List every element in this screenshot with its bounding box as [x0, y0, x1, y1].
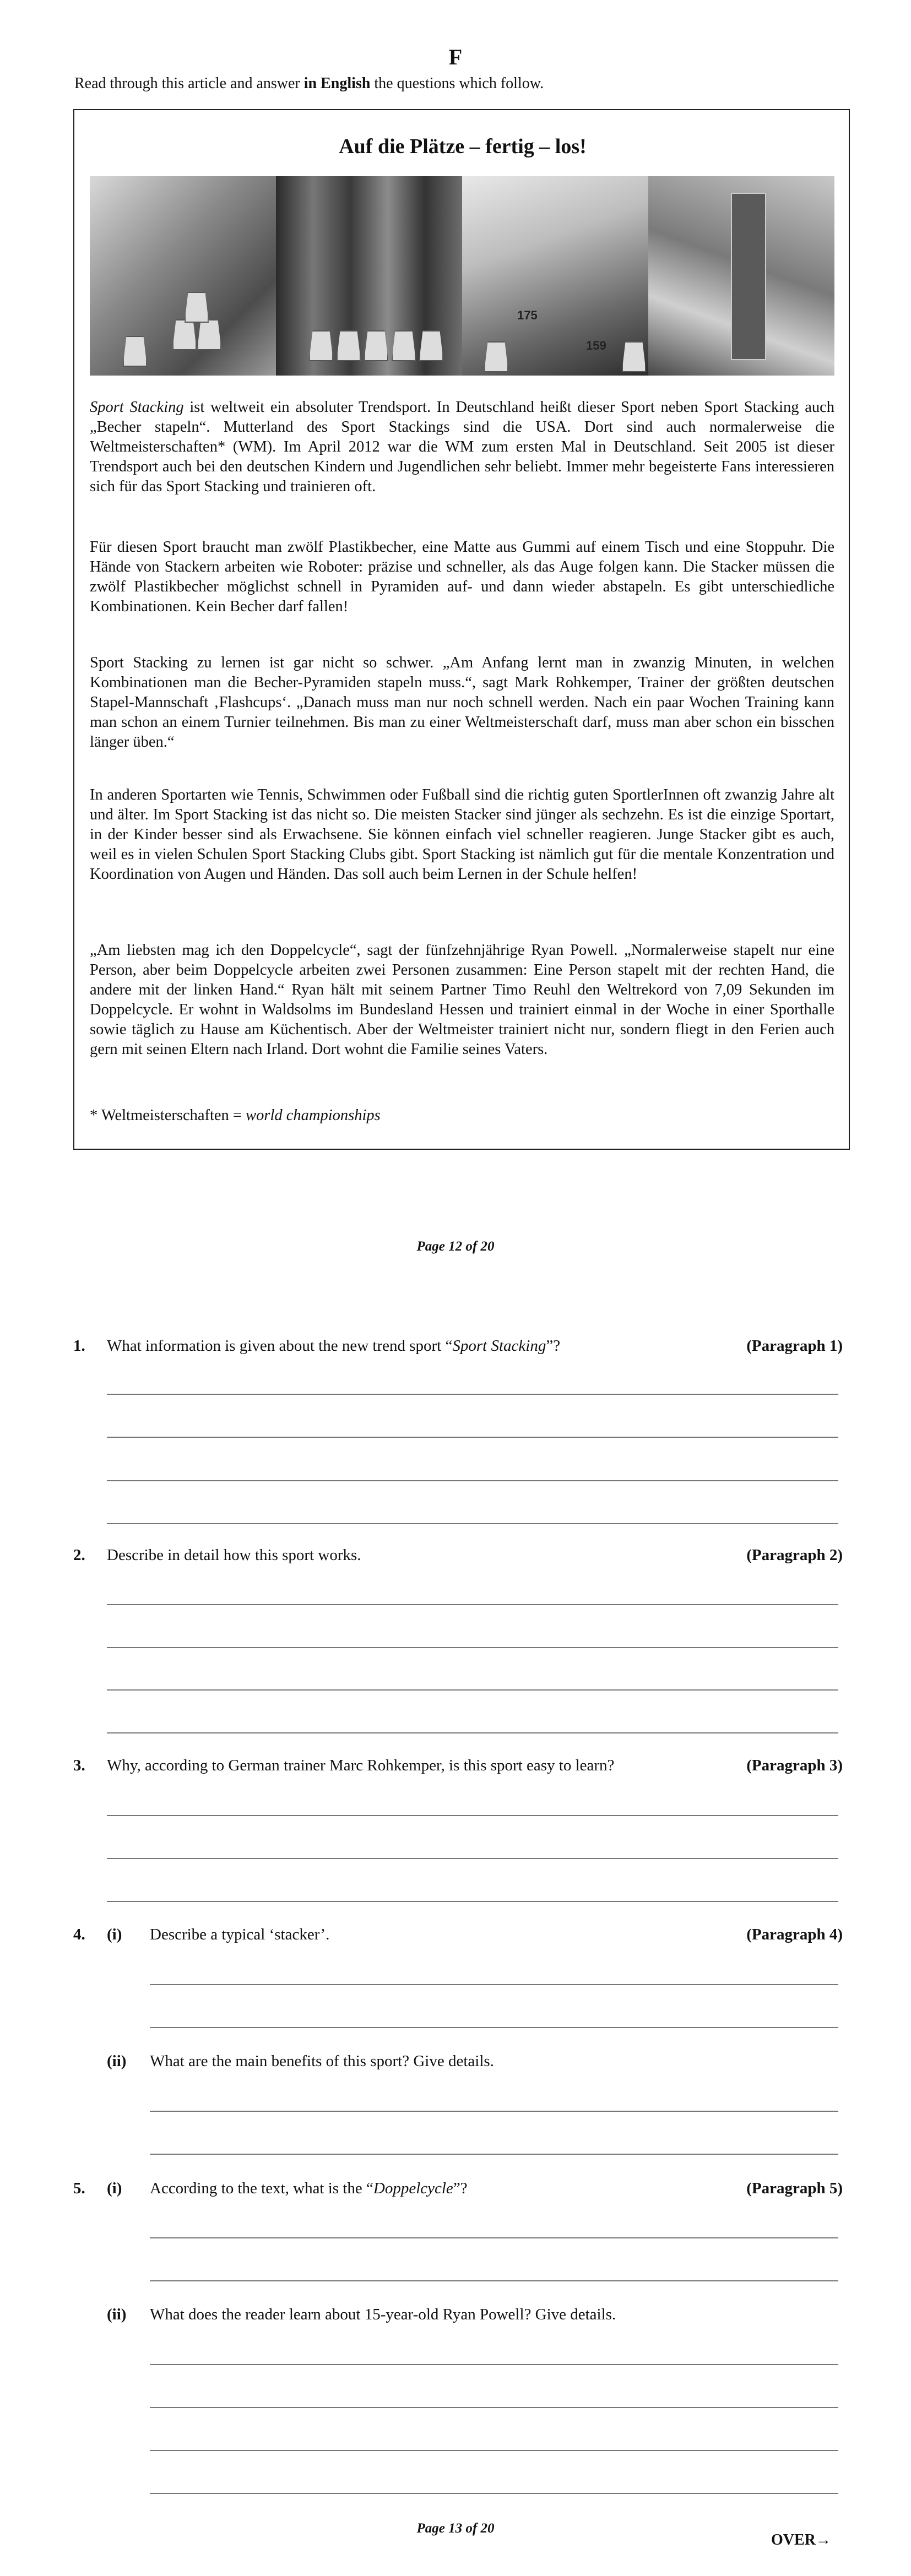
- paragraph-2: Für diesen Sport braucht man zwölf Plastikbecher, eine Matte aus Gummi auf einem Tisch und eine Stoppuhr. Die Hände von Stackern arbeiten wie Roboter: präzise und schneller, als das Auge folgen kann. Die Stacker müssen die zwölf Plastikbecher möglichst schnell in Pyramiden auf- und dann wieder abstapeln. Es gibt unterschiedliche Kombinationen. Kein Becher darf fallen!: [90, 539, 834, 615]
- photo-cups-motion: [276, 176, 462, 376]
- page-number-13: Page 13 of 20: [416, 2521, 495, 2536]
- question-3-reference: (Paragraph 3): [746, 1757, 843, 1774]
- question-4-ii-label: (ii): [107, 2052, 127, 2070]
- answer-line[interactable]: [107, 1437, 838, 1438]
- instructions-text-end: the questions which follow.: [370, 75, 544, 92]
- footnote-translation: world championships: [246, 1107, 381, 1124]
- answer-line[interactable]: [150, 1984, 838, 1985]
- question-2-reference: (Paragraph 2): [746, 1546, 843, 1564]
- answer-line[interactable]: [107, 1394, 838, 1395]
- article-photo-strip: [90, 176, 834, 376]
- answer-line[interactable]: [107, 1732, 838, 1733]
- answer-line[interactable]: [150, 2280, 838, 2281]
- article-box: [73, 109, 850, 1150]
- answer-line[interactable]: [150, 2450, 838, 2451]
- answer-line[interactable]: [150, 2027, 838, 2028]
- question-1-italic: Sport Stacking: [452, 1337, 546, 1355]
- paragraph-1-italic: Sport Stacking: [90, 399, 184, 416]
- answer-line[interactable]: [150, 2364, 838, 2365]
- paragraph-1-text: ist weltweit ein absoluter Trendsport. In Deutschland heißt dieser Sport neben Sport Stacking auch „Becher stapeln“. Mutterland des Sport Stackings sind die USA. Dort sind auch normalerweise die Weltmeisterschaften* (WM). Im April 2012 war die WM zum ersten Mal in Deutschland. Seit 2005 ist dieser Trendsport auch bei den deutschen Kindern und Jugendlichen sehr beliebt. Immer mehr begeisterte Fans interessieren sich für das Sport Stacking und trainieren oft.: [90, 399, 835, 495]
- paragraph-1: [90, 398, 834, 497]
- photo-girl-stacking: [90, 176, 276, 376]
- answer-line[interactable]: [150, 2493, 838, 2494]
- answer-line[interactable]: [107, 1604, 838, 1605]
- question-3-text: Why, according to German trainer Marc Rohkemper, is this sport easy to learn?: [107, 1757, 615, 1774]
- question-1-text-start: What information is given about the new trend sport “: [107, 1337, 453, 1355]
- answer-line[interactable]: [107, 1523, 838, 1524]
- question-1-number: 1.: [73, 1337, 85, 1355]
- question-5-i-text: [150, 2180, 468, 2198]
- question-1-text-end: ”?: [546, 1337, 561, 1355]
- question-5-ii-label: (ii): [107, 2306, 127, 2323]
- jersey-number-2: 159: [586, 339, 606, 352]
- answer-line[interactable]: [107, 1858, 838, 1859]
- question-3-number: 3.: [73, 1757, 85, 1774]
- instructions-text: Read through this article and answer: [74, 75, 304, 92]
- instructions: [74, 75, 544, 93]
- page-number-12: Page 12 of 20: [416, 1239, 495, 1254]
- question-5-number: 5.: [73, 2180, 85, 2197]
- jersey-number-1: 175: [517, 308, 538, 322]
- question-5-i-text-start: According to the text, what is the “: [150, 2180, 373, 2197]
- answer-line[interactable]: [107, 1901, 838, 1902]
- answer-line[interactable]: [107, 1480, 838, 1481]
- question-1-text: [107, 1337, 560, 1355]
- trophy: [731, 193, 766, 360]
- photo-boys-competition: [462, 176, 648, 376]
- photo-winners-trophy: [648, 176, 834, 376]
- answer-line[interactable]: [107, 1689, 838, 1691]
- question-2-text: Describe in detail how this sport works.: [107, 1546, 361, 1564]
- question-5-i-italic: Doppelcycle: [373, 2180, 453, 2197]
- question-5-i-text-end: ”?: [453, 2180, 468, 2197]
- over-indicator: OVER→: [771, 2531, 831, 2548]
- question-5-ii-text: What does the reader learn about 15-year-old Ryan Powell? Give details.: [150, 2306, 616, 2323]
- paragraph-5: „Am liebsten mag ich den Doppelcycle“, sagt der fünfzehnjährige Ryan Powell. „Normalerweise stapelt nur eine Person, aber beim Doppelcycle arbeiten zwei Personen zusammen: Eine Person stapelt mit der rechten Hand, die andere mit der linken Hand.“ Ryan hält mit seinem Partner Timo Reuhl den Weltrekord von 7,09 Sekunden im Doppelcycle. Er wohnt in Waldsolms im Bundesland Hessen und trainiert einmal in der Woche in einer Sporthalle sowie täglich zu Hause am Küchentisch. Aber der Weltmeister trainiert nicht nur, sondern fliegt in den Ferien auch gern mit seinen Eltern nach Irland. Dort wohnt die Familie seines Vaters.: [90, 942, 834, 1058]
- paragraph-4: In anderen Sportarten wie Tennis, Schwimmen oder Fußball sind die richtig guten SportlerInnen oft zwanzig Jahre alt und älter. Im Sport Stacking ist das nicht so. Die meisten Stacker sind jünger als sechzehn. Es ist die einzige Sportart, in der Kinder besser sind als Erwachsene. Sie können einfach viel schneller reagieren. Junge Stacker gibt es auch, weil es in vielen Schulen Sport Stacking Clubs gibt. Sport Stacking ist nämlich gut für die mentale Konzentration und Koordination von Augen und Händen. Das soll auch beim Lernen in der Schule helfen!: [90, 786, 834, 883]
- section-letter: F: [448, 45, 463, 69]
- question-1-reference: (Paragraph 1): [746, 1337, 843, 1355]
- answer-line[interactable]: [107, 1647, 838, 1648]
- question-5-reference: (Paragraph 5): [746, 2180, 843, 2197]
- answer-line[interactable]: [150, 2237, 838, 2238]
- article-title: Auf die Plätze – fertig – los!: [339, 135, 587, 158]
- answer-line[interactable]: [150, 2407, 838, 2408]
- question-4-ii-text: What are the main benefits of this sport? Give details.: [150, 2052, 494, 2070]
- answer-line[interactable]: [107, 1815, 838, 1816]
- answer-line[interactable]: [150, 2154, 838, 2155]
- question-2-number: 2.: [73, 1546, 85, 1564]
- answer-line[interactable]: [150, 2111, 838, 2112]
- footnote-text: * Weltmeisterschaften =: [90, 1107, 246, 1124]
- question-4-i-label: (i): [107, 1926, 122, 1943]
- question-5-i-label: (i): [107, 2180, 122, 2197]
- instructions-bold: in English: [303, 75, 371, 92]
- footnote: [90, 1107, 381, 1124]
- paragraph-3: Sport Stacking zu lernen ist gar nicht so schwer. „Am Anfang lernt man in zwanzig Minuten, in welchen Kombinationen man die Becher-Pyramiden stapeln muss.“, sagt Mark Rohkemper, Trainer der größten deutschen Stapel-Mannschaft ‚Flashcups‘. „Danach muss man nur noch schnell werden. Nach ein paar Wochen Training kann man schon an einem Turnier teilnehmen. Bis man zu einer Weltmeisterschaft darf, muss man aber schon ein bisschen länger üben.“: [90, 654, 834, 751]
- question-4-reference: (Paragraph 4): [746, 1926, 843, 1943]
- question-4-i-text: Describe a typical ‘stacker’.: [150, 1926, 330, 1943]
- question-4-number: 4.: [73, 1926, 85, 1943]
